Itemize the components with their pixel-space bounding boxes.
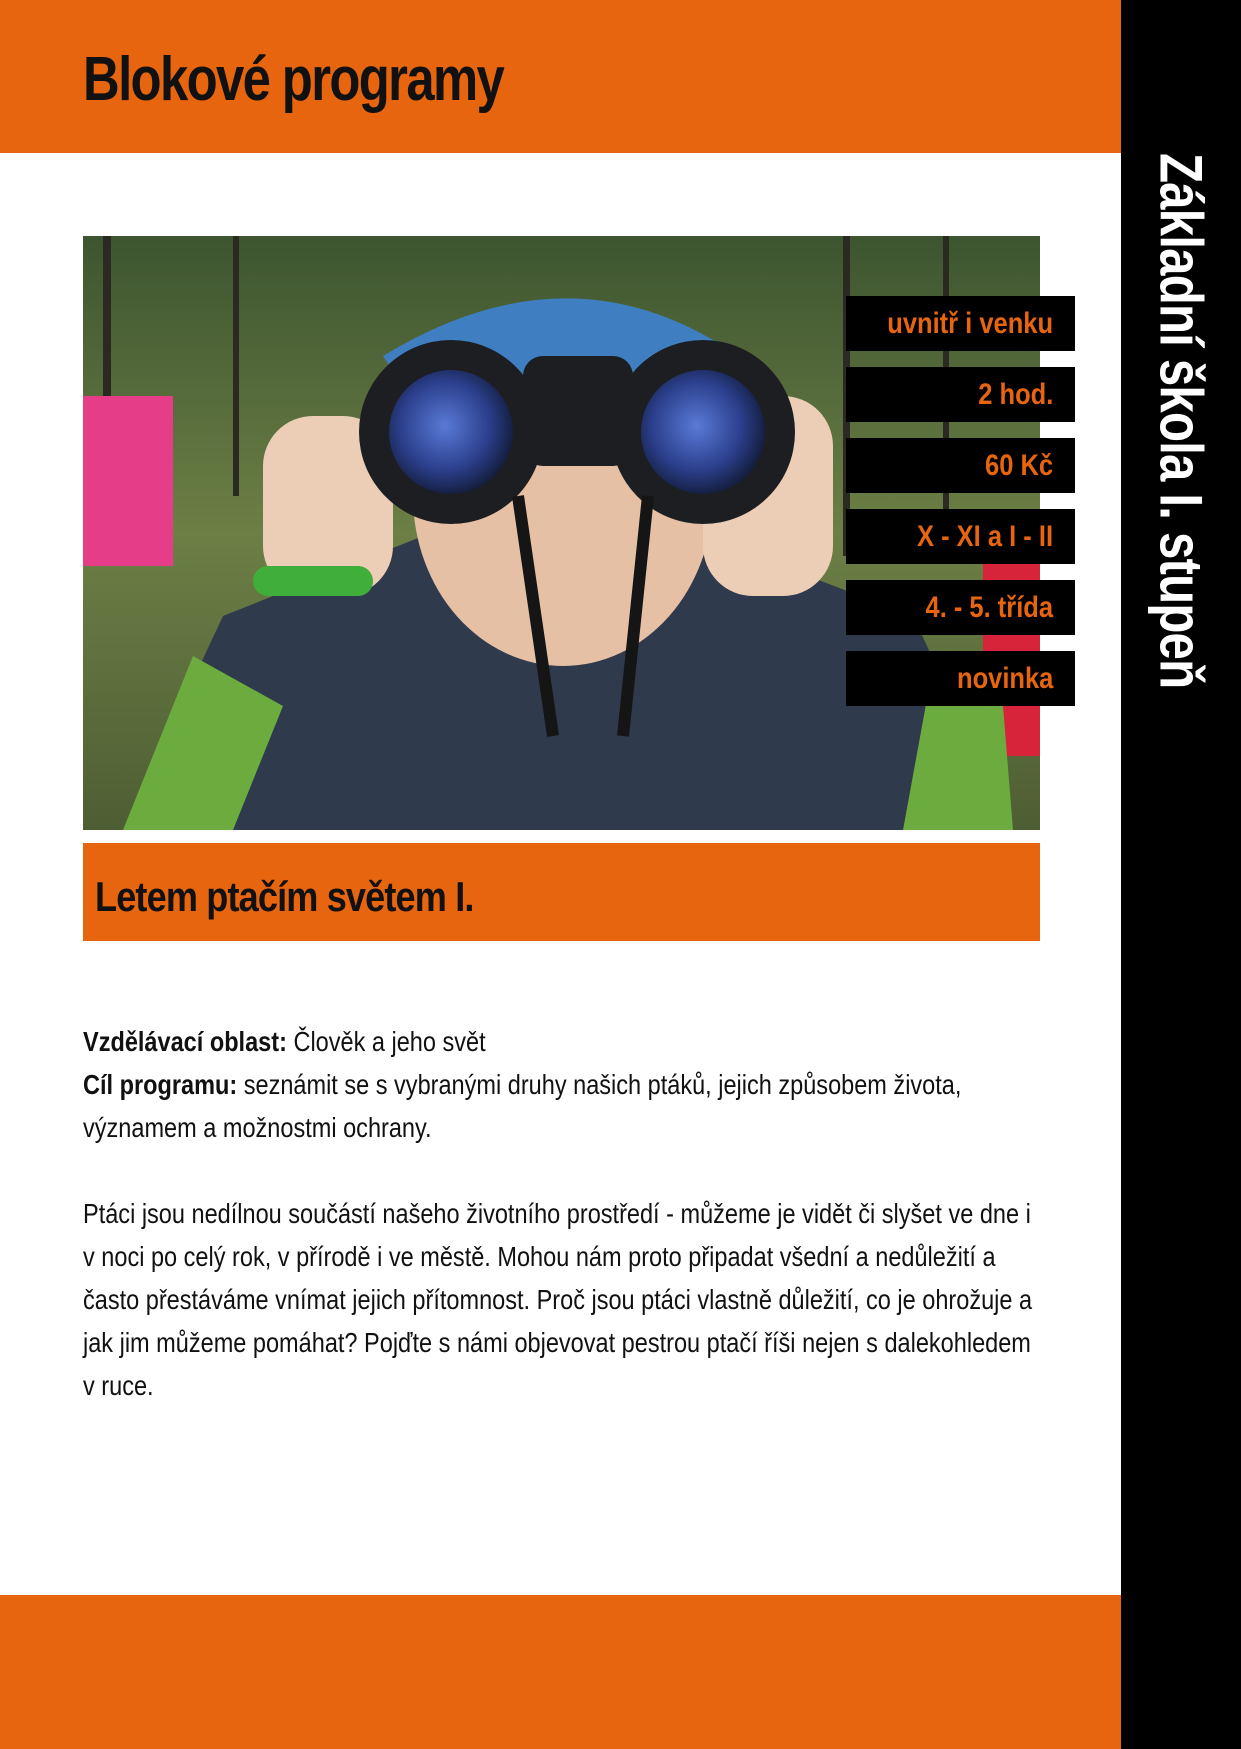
program-tags — [846, 296, 1075, 722]
tag-grade: 4. - 5. třída — [846, 580, 1075, 635]
description-paragraph: Ptáci jsou nedílnou součástí našeho životního prostředí - můžeme je vidět či slyšet ve dne i v noci po celý rok, v přírodě i ve městě. Mohou nám proto připadat všední a nedůležití a často přestáváme vnímat jejich přítomnost. Proč jsou ptáci vlastně důležití, co je ohrožuje a jak jim můžeme pomáhat? Pojďte s námi objevovat pestrou ptačí říši nejen s dalekohledem v ruce. — [83, 1198, 1033, 1401]
tag-new: novinka — [846, 651, 1075, 706]
tag-location: uvnitř i venku — [846, 296, 1075, 351]
education-area-value: Člověk a jeho svět — [286, 1026, 486, 1057]
tag-duration: 2 hod. — [846, 367, 1075, 422]
tag-price: 60 Kč — [846, 438, 1075, 493]
program-goal-value: seznámit se s vybranými druhy našich ptáků, jejich způsobem života, významem a možnostmi ochrany. — [83, 1069, 962, 1143]
program-title: Letem ptačím světem I. — [95, 873, 474, 920]
side-title — [1147, 153, 1216, 806]
education-area-label: Vzdělávací oblast: — [83, 1026, 287, 1057]
page-title: Blokové programy — [83, 45, 504, 114]
side-title-text: Základní škola I. stupeň — [1147, 153, 1215, 689]
footer-band — [0, 1595, 1121, 1749]
education-area — [83, 1020, 1040, 1063]
header-band — [0, 0, 1121, 153]
tag-months: X - XI a I - II — [846, 509, 1075, 564]
program-description — [83, 1020, 1040, 1407]
program-title-bar — [83, 843, 1040, 941]
program-goal — [83, 1063, 1040, 1149]
program-goal-label: Cíl programu: — [83, 1069, 238, 1100]
